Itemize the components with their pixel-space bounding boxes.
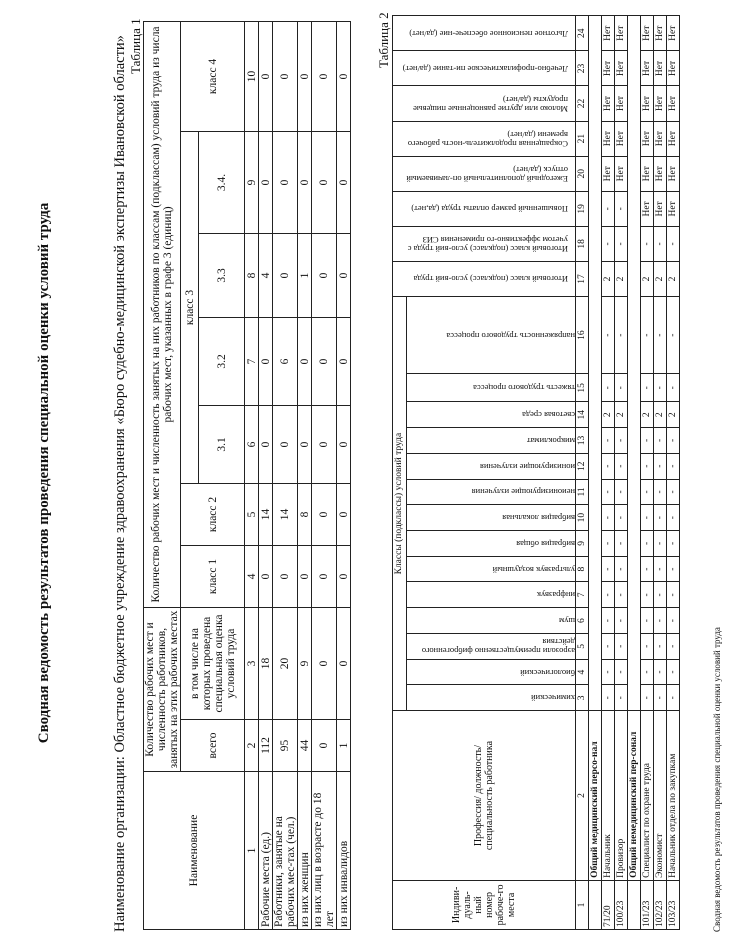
t2-cell: Нет bbox=[667, 156, 680, 191]
t2-cell: Нет bbox=[641, 16, 654, 51]
t2-cell: Нет bbox=[602, 86, 615, 121]
t2-colnum: 12 bbox=[576, 453, 589, 479]
t1-cell: 0 bbox=[337, 21, 351, 131]
t1-cell: 0 bbox=[273, 21, 298, 131]
t2-cell: - bbox=[615, 226, 628, 261]
t1-header-3-3: 3.3 bbox=[199, 233, 245, 317]
t2-colnum: 14 bbox=[576, 402, 589, 428]
t2-cell: - bbox=[641, 556, 654, 582]
t1-cell: 0 bbox=[273, 405, 298, 483]
t1-colnum: 3 bbox=[245, 607, 259, 719]
t2-cell: Нет bbox=[654, 156, 667, 191]
table-row bbox=[298, 21, 312, 929]
t2-cell: 2 bbox=[602, 261, 615, 296]
t2-cell: - bbox=[641, 633, 654, 659]
t2-factor-header: Сокращенная продолжитель-ность рабочего времени (да/нет) bbox=[393, 121, 576, 156]
t2-cell: - bbox=[667, 453, 680, 479]
t2-cell: - bbox=[641, 582, 654, 608]
t2-cell: - bbox=[667, 505, 680, 531]
t2-factor-header: Льготное пенсионное обеспече-ние (да/нет) bbox=[393, 16, 576, 51]
t1-cell: 0 bbox=[312, 607, 337, 719]
t2-colnum: 23 bbox=[576, 51, 589, 86]
t2-cell: - bbox=[615, 608, 628, 634]
t2-cell: - bbox=[667, 633, 680, 659]
t2-cell: - bbox=[602, 633, 615, 659]
table-row bbox=[654, 16, 667, 930]
t1-header-including: в том числе на которых проведена специальная оценка условий труда bbox=[181, 607, 245, 719]
t2-cell: - bbox=[602, 608, 615, 634]
workplace-number: 100/23 bbox=[615, 880, 628, 929]
t2-cell: - bbox=[641, 479, 654, 505]
t1-cell: 1 bbox=[337, 720, 351, 772]
organization-name: Наименование организации: Областное бюджетное учреждение здравоохранения «Бюро судебно-медицинской экспертизы Ивановской области» bbox=[112, 35, 128, 932]
table2-label: Таблица 2 bbox=[376, 12, 391, 68]
t2-cell: - bbox=[602, 659, 615, 685]
t1-cell: 18 bbox=[259, 607, 273, 719]
t1-colnum: 6 bbox=[245, 405, 259, 483]
t1-cell: 0 bbox=[312, 233, 337, 317]
t2-colnum: 8 bbox=[576, 556, 589, 582]
t2-factor-header: химический bbox=[407, 685, 576, 711]
t1-colnum: 7 bbox=[245, 317, 259, 405]
table-row bbox=[337, 21, 351, 929]
profession: Экономист bbox=[654, 711, 667, 881]
t1-cell: 0 bbox=[337, 545, 351, 607]
t2-cell: - bbox=[602, 531, 615, 557]
t2-colnum: 22 bbox=[576, 86, 589, 121]
t2-cell: - bbox=[654, 608, 667, 634]
t2-cell: Нет bbox=[615, 121, 628, 156]
t1-cell: 20 bbox=[273, 607, 298, 719]
t2-colnum: 24 bbox=[576, 16, 589, 51]
t2-cell: - bbox=[615, 556, 628, 582]
t2-cell: 2 bbox=[667, 261, 680, 296]
t1-colnum: 8 bbox=[245, 233, 259, 317]
t2-colnum: 5 bbox=[576, 633, 589, 659]
t2-cell: - bbox=[667, 531, 680, 557]
t2-cell: Нет bbox=[667, 16, 680, 51]
t2-cell: - bbox=[667, 608, 680, 634]
t2-cell: Нет bbox=[654, 191, 667, 226]
t2-cell: - bbox=[641, 505, 654, 531]
t2-factor-header: биологический bbox=[407, 659, 576, 685]
t1-colnum: 10 bbox=[245, 21, 259, 131]
t2-cell: - bbox=[615, 633, 628, 659]
t1-cell: 0 bbox=[337, 233, 351, 317]
t1-header-3-1: 3.1 bbox=[199, 405, 245, 483]
t1-cell: 112 bbox=[259, 720, 273, 772]
t2-cell: - bbox=[641, 428, 654, 454]
table-row bbox=[259, 21, 273, 929]
t1-cell: 95 bbox=[273, 720, 298, 772]
t2-factor-header: Ежегодный дополнительный оп-лачиваемый отпуск (да/нет) bbox=[393, 156, 576, 191]
t1-cell: 14 bbox=[259, 483, 273, 545]
t2-cell: Нет bbox=[654, 16, 667, 51]
t1-header-classes: Количество рабочих мест и численность занятых на них работников по классам (подклассам) условий труда из числа рабочих мест, указанных в графе 3 (единиц) bbox=[144, 21, 181, 607]
t2-cell: 2 bbox=[615, 261, 628, 296]
t2-factor-header: Итоговый класс (подкласс) усло-вий труда с учетом эффективно-го применения СИЗ bbox=[393, 226, 576, 261]
footnote: Сводная ведомость результатов проведения специальной оценки условий труда bbox=[712, 627, 722, 932]
t1-cell: 4 bbox=[259, 233, 273, 317]
t2-factor-header: световая среда bbox=[407, 402, 576, 428]
t1-cell: 9 bbox=[298, 607, 312, 719]
table-row bbox=[667, 16, 680, 930]
t2-cell: - bbox=[615, 505, 628, 531]
t2-header-workplace-number: Индиви-дуаль-ный номер рабоче-го места bbox=[393, 880, 576, 929]
t2-cell: Нет bbox=[667, 51, 680, 86]
t2-cell: - bbox=[654, 428, 667, 454]
t2-factor-header: вибрация локальная bbox=[407, 505, 576, 531]
workplace-number: 102/23 bbox=[654, 880, 667, 929]
t2-colnum: 15 bbox=[576, 374, 589, 402]
t1-cell: 0 bbox=[298, 131, 312, 233]
summary-table-1 bbox=[143, 21, 351, 930]
t2-cell: - bbox=[654, 531, 667, 557]
t2-cell: - bbox=[602, 453, 615, 479]
t1-colnum: 1 bbox=[245, 772, 259, 930]
t1-cell: 0 bbox=[312, 545, 337, 607]
t1-row-label: Рабочие места (ед.) bbox=[259, 772, 273, 930]
t2-cell: Нет bbox=[641, 121, 654, 156]
t2-factor-header: Итоговый класс (подкласс) усло-вий труда bbox=[393, 261, 576, 296]
t1-cell: 1 bbox=[298, 233, 312, 317]
t2-colnum: 13 bbox=[576, 428, 589, 454]
t2-cell: Нет bbox=[654, 51, 667, 86]
t2-cell: - bbox=[615, 191, 628, 226]
t2-cell: 2 bbox=[602, 402, 615, 428]
table-row bbox=[273, 21, 298, 929]
t2-cell: - bbox=[641, 685, 654, 711]
t2-cell: - bbox=[641, 374, 654, 402]
t1-cell: 44 bbox=[298, 720, 312, 772]
t2-cell: 2 bbox=[615, 402, 628, 428]
t2-factor-header: Молоко или другие равноценные пищевые продукты (да/нет) bbox=[393, 86, 576, 121]
t2-factor-header: Лечебно-профилактическое пи-тание (да/нет) bbox=[393, 51, 576, 86]
t1-colnum: 4 bbox=[245, 545, 259, 607]
table-row bbox=[641, 16, 654, 930]
t2-header-profession: Профессия/ должность/ специальность работника bbox=[393, 711, 576, 881]
t2-factor-header: ультразвук воздушный bbox=[407, 556, 576, 582]
t2-colnum: 19 bbox=[576, 191, 589, 226]
t1-cell: 0 bbox=[337, 317, 351, 405]
t2-cell: - bbox=[615, 659, 628, 685]
t2-cell: Нет bbox=[615, 51, 628, 86]
t1-header-count: Количество рабочих мест и численность работников, занятых на этих рабочих местах bbox=[144, 607, 181, 771]
t2-cell: Нет bbox=[641, 156, 654, 191]
t2-cell: - bbox=[602, 582, 615, 608]
t2-colnum: 6 bbox=[576, 608, 589, 634]
t2-column-numbers bbox=[576, 16, 589, 930]
t2-group-nonmedical: Общий немедицинский пер-сонал bbox=[628, 711, 641, 881]
t2-cell: 2 bbox=[667, 402, 680, 428]
t1-header-3-2: 3.2 bbox=[199, 317, 245, 405]
profession: Специалист по охране труда bbox=[641, 711, 654, 881]
t2-cell: Нет bbox=[641, 191, 654, 226]
t2-cell: Нет bbox=[667, 121, 680, 156]
t2-colnum: 4 bbox=[576, 659, 589, 685]
t2-factor-header: ионизирующие излучения bbox=[407, 453, 576, 479]
workplace-number: 103/23 bbox=[667, 880, 680, 929]
t2-cell: - bbox=[654, 582, 667, 608]
t2-cell: - bbox=[602, 226, 615, 261]
t2-cell: 2 bbox=[641, 402, 654, 428]
t2-cell: - bbox=[654, 453, 667, 479]
t1-row-label: из них инвалидов bbox=[337, 772, 351, 930]
t2-cell: - bbox=[654, 374, 667, 402]
t1-cell: 0 bbox=[298, 545, 312, 607]
t2-cell: - bbox=[615, 531, 628, 557]
t2-cell: - bbox=[667, 479, 680, 505]
profession: Начальник bbox=[602, 711, 615, 881]
t2-header-classes: Классы (подклассы) условий труда bbox=[393, 297, 407, 711]
t2-cell: Нет bbox=[654, 86, 667, 121]
t1-header-class1: класс 1 bbox=[181, 545, 245, 607]
t2-cell: 2 bbox=[641, 261, 654, 296]
t2-cell: - bbox=[615, 479, 628, 505]
t2-cell: - bbox=[667, 374, 680, 402]
t2-cell: - bbox=[641, 453, 654, 479]
t1-header-class4: класс 4 bbox=[181, 21, 245, 131]
t1-cell: 0 bbox=[273, 545, 298, 607]
document-title: Сводная ведомость результатов проведения специальной оценки условий труда bbox=[36, 202, 52, 744]
t1-cell: 0 bbox=[312, 21, 337, 131]
t2-cell: - bbox=[602, 297, 615, 374]
profession: Провизор bbox=[615, 711, 628, 881]
t2-factor-header: шум bbox=[407, 608, 576, 634]
t2-colnum: 18 bbox=[576, 226, 589, 261]
t2-cell: - bbox=[667, 685, 680, 711]
table1-label: Таблица 1 bbox=[128, 18, 143, 74]
t1-cell: 6 bbox=[273, 317, 298, 405]
t2-factor-header: тяжесть трудового процесса bbox=[407, 374, 576, 402]
t2-cell: - bbox=[615, 685, 628, 711]
t2-cell: - bbox=[641, 659, 654, 685]
t1-colnum: 2 bbox=[245, 720, 259, 772]
t1-cell: 14 bbox=[273, 483, 298, 545]
t1-cell: 0 bbox=[259, 405, 273, 483]
t2-cell: - bbox=[654, 556, 667, 582]
t1-cell: 0 bbox=[259, 317, 273, 405]
t2-factor-header: аэрозоли преимущественно фиброгенного действия bbox=[407, 633, 576, 659]
t1-header-total: всего bbox=[181, 720, 245, 772]
t2-cell: Нет bbox=[654, 121, 667, 156]
t2-cell: Нет bbox=[602, 156, 615, 191]
t2-cell: - bbox=[602, 556, 615, 582]
t1-cell: 0 bbox=[312, 131, 337, 233]
t2-factor-header: неионизирующие излучения bbox=[407, 479, 576, 505]
t2-cell: Нет bbox=[641, 86, 654, 121]
t2-cell: - bbox=[615, 582, 628, 608]
t2-cell: - bbox=[641, 297, 654, 374]
t1-cell: 0 bbox=[298, 405, 312, 483]
t1-cell: 0 bbox=[259, 545, 273, 607]
t1-header-name: Наименование bbox=[144, 772, 245, 930]
t2-cell: - bbox=[615, 428, 628, 454]
t1-cell: 0 bbox=[273, 131, 298, 233]
t2-cell: - bbox=[667, 428, 680, 454]
t1-cell: 0 bbox=[312, 317, 337, 405]
t2-cell: - bbox=[654, 659, 667, 685]
t2-cell: Нет bbox=[602, 16, 615, 51]
t2-colnum: 21 bbox=[576, 121, 589, 156]
t1-cell: 0 bbox=[337, 131, 351, 233]
t2-cell: Нет bbox=[641, 51, 654, 86]
t2-colnum: 2 bbox=[576, 711, 589, 881]
t1-cell: 0 bbox=[312, 405, 337, 483]
t2-cell: - bbox=[641, 608, 654, 634]
table-row bbox=[312, 21, 337, 929]
t2-cell: - bbox=[654, 633, 667, 659]
t2-cell: - bbox=[654, 505, 667, 531]
t2-colnum: 10 bbox=[576, 505, 589, 531]
t1-cell: 0 bbox=[298, 317, 312, 405]
t2-factor-header: инфразвук bbox=[407, 582, 576, 608]
t2-cell: 2 bbox=[654, 402, 667, 428]
t2-cell: - bbox=[602, 428, 615, 454]
t1-cell: 0 bbox=[337, 405, 351, 483]
t2-cell: - bbox=[667, 297, 680, 374]
t2-cell: - bbox=[615, 297, 628, 374]
t2-cell: - bbox=[654, 297, 667, 374]
t2-cell: - bbox=[654, 226, 667, 261]
t2-cell: - bbox=[641, 531, 654, 557]
t1-cell: 0 bbox=[337, 483, 351, 545]
t1-cell: 0 bbox=[259, 21, 273, 131]
t2-colnum: 3 bbox=[576, 685, 589, 711]
t2-cell: - bbox=[667, 556, 680, 582]
t2-cell: Нет bbox=[615, 86, 628, 121]
t1-header-class2: класс 2 bbox=[181, 483, 245, 545]
t2-colnum: 9 bbox=[576, 531, 589, 557]
t1-cell: 0 bbox=[298, 21, 312, 131]
t2-cell: - bbox=[654, 479, 667, 505]
t2-cell: - bbox=[667, 226, 680, 261]
t2-cell: 2 bbox=[654, 261, 667, 296]
t2-cell: - bbox=[667, 659, 680, 685]
t2-cell: - bbox=[641, 226, 654, 261]
t1-header-class3: класс 3 bbox=[181, 131, 199, 483]
t2-colnum: 17 bbox=[576, 261, 589, 296]
t2-cell: - bbox=[602, 685, 615, 711]
profession: Начальник отдела по закупкам bbox=[667, 711, 680, 881]
t2-colnum: 1 bbox=[576, 880, 589, 929]
t2-cell: - bbox=[667, 582, 680, 608]
t1-row-label: из них женщин bbox=[298, 772, 312, 930]
t2-colnum: 20 bbox=[576, 156, 589, 191]
t1-colnum: 5 bbox=[245, 483, 259, 545]
t2-factor-header: вибрация общая bbox=[407, 531, 576, 557]
t1-colnum: 9 bbox=[245, 131, 259, 233]
t1-header-3-4: 3.4. bbox=[199, 131, 245, 233]
workplace-number: 71/20 bbox=[602, 880, 615, 929]
t2-cell: Нет bbox=[615, 16, 628, 51]
workplace-number: 101/23 bbox=[641, 880, 654, 929]
t1-cell: 0 bbox=[259, 131, 273, 233]
t1-row-label: Работники, занятые на рабочих мес-тах (чел.) bbox=[273, 772, 298, 930]
t2-cell: Нет bbox=[615, 156, 628, 191]
t2-colnum: 16 bbox=[576, 297, 589, 374]
t2-cell: Нет bbox=[667, 86, 680, 121]
t2-cell: - bbox=[602, 479, 615, 505]
t2-cell: Нет bbox=[602, 121, 615, 156]
t1-cell: 8 bbox=[298, 483, 312, 545]
t2-cell: - bbox=[602, 505, 615, 531]
t2-cell: - bbox=[602, 191, 615, 226]
t2-cell: - bbox=[615, 374, 628, 402]
t1-cell: 0 bbox=[273, 233, 298, 317]
t2-cell: - bbox=[615, 453, 628, 479]
t1-cell: 0 bbox=[337, 607, 351, 719]
table-row bbox=[602, 16, 615, 930]
t2-cell: - bbox=[602, 374, 615, 402]
t2-cell: Нет bbox=[667, 191, 680, 226]
t2-factor-header: микроклимат bbox=[407, 428, 576, 454]
table-row bbox=[615, 16, 628, 930]
t2-factor-header: напряженность трудового процесса bbox=[407, 297, 576, 374]
t2-colnum: 11 bbox=[576, 479, 589, 505]
t2-group-medical: Общий медицинский персо-нал bbox=[589, 711, 602, 881]
t2-cell: Нет bbox=[602, 51, 615, 86]
t1-cell: 0 bbox=[312, 720, 337, 772]
t1-row-label: из них лиц в возрасте до 18 лет bbox=[312, 772, 337, 930]
detail-table-2 bbox=[392, 15, 680, 930]
t2-colnum: 7 bbox=[576, 582, 589, 608]
t2-factor-header: Повышенный размер оплаты труда (да,нет) bbox=[393, 191, 576, 226]
t2-cell: - bbox=[654, 685, 667, 711]
t1-cell: 0 bbox=[312, 483, 337, 545]
